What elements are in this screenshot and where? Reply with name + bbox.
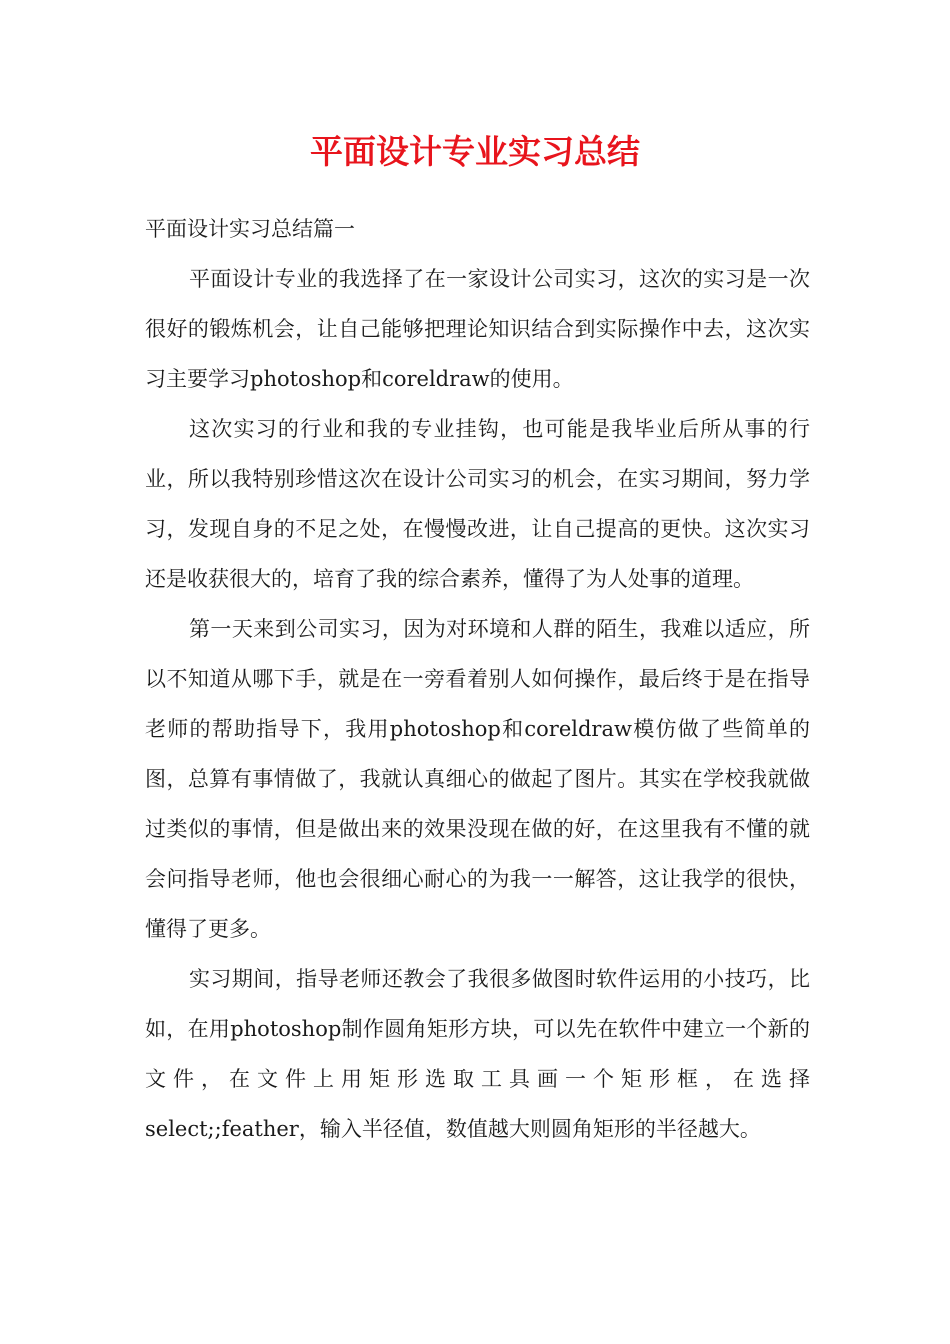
paragraph-3: 第一天来到公司实习，因为对环境和人群的陌生，我难以适应，所以不知道从哪下手，就是在一旁看着别人如何操作，最后终于是在指导老师的帮助指导下，我用photoshop和coreldraw模仿做了些简单的图，总算有事情做了，我就认真细心的做起了图片。其实在学校我就做过类似的事情，但是做出来的效果没现在做的好，在这里我有不懂的就会问指导老师，他也会很细心耐心的为我一一解答，这让我学的很快，懂得了更多。 [145,617,810,941]
paragraph-2: 这次实习的行业和我的专业挂钩，也可能是我毕业后所从事的行业，所以我特别珍惜这次在设计公司实习的机会，在实习期间，努力学习，发现自身的不足之处，在慢慢改进，让自己提高的更快。这次实习还是收获很大的，培育了我的综合素养，懂得了为人处事的道理。 [145,417,810,591]
document-body [145,204,810,1154]
paragraph-1: 平面设计专业的我选择了在一家设计公司实习，这次的实习是一次很好的锻炼机会，让自己能够把理论知识结合到实际操作中去，这次实习主要学习photoshop和coreldraw的使用。 [145,267,810,391]
section-heading: 平面设计实习总结篇一 [145,217,355,241]
document-title: 平面设计专业实习总结 [310,132,640,171]
paragraph-4: 实习期间，指导老师还教会了我很多做图时软件运用的小技巧，比如，在用photoshop制作圆角矩形方块，可以先在软件中建立一个新的文件，在文件上用矩形选取工具画一个矩形框，在选择select;;feather，输入半径值，数值越大则圆角矩形的半径越大。 [145,967,810,1141]
